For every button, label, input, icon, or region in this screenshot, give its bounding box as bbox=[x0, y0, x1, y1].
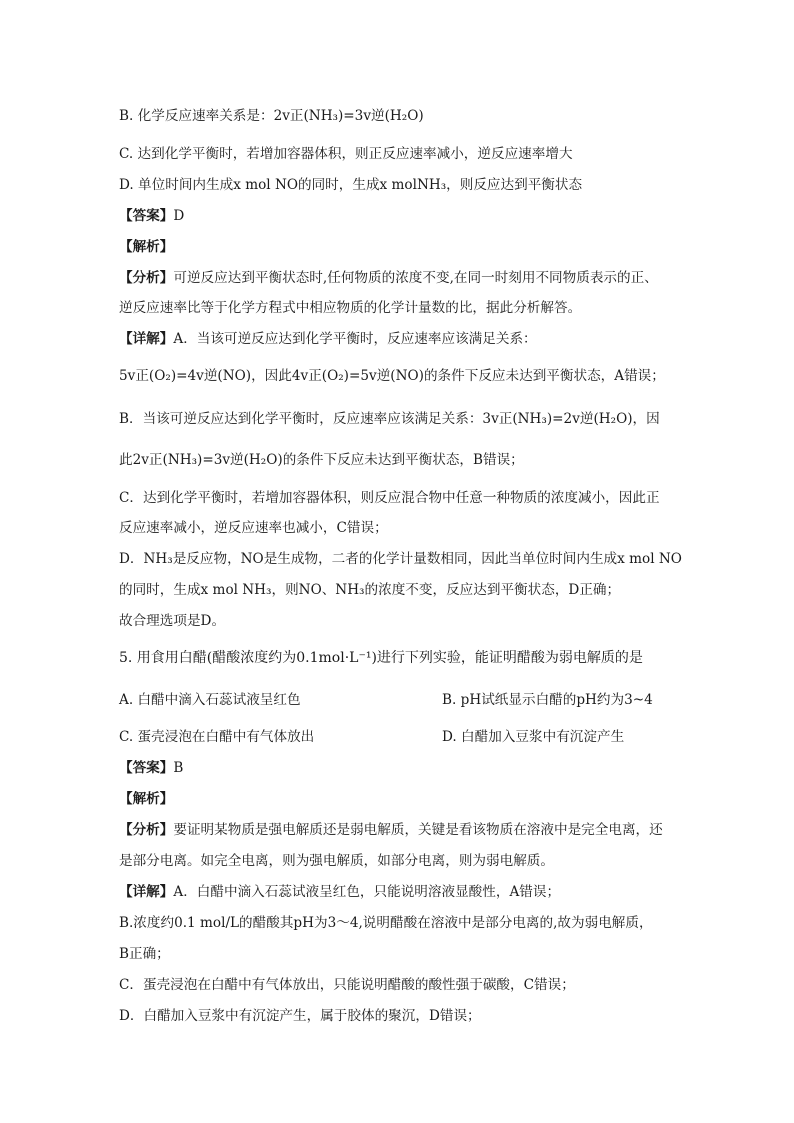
q5-xiangjie-b1: B.浓度约0.1 mol/L的醋酸其pH为3～4,说明醋酸在溶液中是部分电离的,故为弱电解质， bbox=[119, 915, 653, 931]
fenxi-text: 要证明某物质是强电解质还是弱电解质，关键是看该物质在溶液中是完全电离，还 bbox=[173, 822, 663, 838]
q5-option-a: A. 白醋中滴入石蕊试液呈红色 bbox=[119, 692, 301, 708]
q5-xiangjie-c: C．蛋壳浸泡在白醋中有气体放出，只能说明醋酸的酸性强于碳酸，C错误； bbox=[119, 977, 575, 993]
q4-xiangjie-a2: 5v正(O₂)=4v逆(NO)，因此4v正(O₂)=5v逆(NO)的条件下反应未达到平衡状态，A错误； bbox=[119, 368, 665, 384]
q4-xiangjie-c1: C．达到化学平衡时，若增加容器体积，则反应混合物中任意一种物质的浓度减小，因此正 bbox=[119, 490, 660, 506]
q5-fenxi-line1 bbox=[119, 820, 663, 840]
xiangjie-text: A．白醋中滴入石蕊试液呈红色，只能说明溶液显酸性，A错误； bbox=[173, 884, 561, 900]
q5-option-d: D. 白醋加入豆浆中有沉淀产生 bbox=[442, 729, 625, 745]
q5-xiangjie-a bbox=[119, 882, 560, 902]
q4-option-b: B. 化学反应速率关系是：2v正(NH₃)=3v逆(H₂O) bbox=[119, 108, 424, 124]
q5-stem: 5. 用食用白醋(醋酸浓度约为0.1mol·L⁻¹)进行下列实验，能证明醋酸为弱电解质的是 bbox=[119, 650, 643, 666]
q4-xiangjie-d1: D．NH₃是反应物，NO是生成物，二者的化学计量数相同，因此当单位时间内生成x mol NO bbox=[119, 551, 682, 567]
q4-xiangjie-d2: 的同时，生成x mol NH₃，则NO、NH₃的浓度不变，反应达到平衡状态，D正确； bbox=[119, 582, 621, 598]
q4-xiangjie-b1: B．当该可逆反应达到化学平衡时，反应速率应该满足关系：3v正(NH₃)=2v逆(H₂O)，因 bbox=[119, 411, 660, 427]
fenxi-tag: 【分析】 bbox=[119, 270, 174, 286]
q5-option-c: C. 蛋壳浸泡在白醋中有气体放出 bbox=[119, 729, 315, 745]
q5-xiangjie-d: D．白醋加入豆浆中有沉淀产生，属于胶体的聚沉，D错误； bbox=[119, 1008, 481, 1024]
q5-analysis-tag: 【解析】 bbox=[119, 791, 174, 807]
q5-answer bbox=[119, 758, 183, 778]
q4-fenxi-line1 bbox=[119, 268, 658, 288]
q5-fenxi-line2: 是部分电离。如完全电离，则为强电解质，如部分电离，则为弱电解质。 bbox=[119, 853, 554, 869]
fenxi-tag: 【分析】 bbox=[119, 822, 174, 838]
xiangjie-tag: 【详解】 bbox=[119, 331, 174, 347]
answer-tag: 【答案】 bbox=[119, 760, 174, 776]
answer-value: D bbox=[173, 208, 185, 224]
q4-fenxi-line2: 逆反应速率比等于化学方程式中相应物质的化学计量数的比，据此分析解答。 bbox=[119, 300, 582, 316]
q5-option-b: B. pH试纸显示白醋的pH约为3~4 bbox=[442, 692, 653, 708]
q4-answer bbox=[119, 206, 184, 226]
q4-option-d: D. 单位时间内生成x mol NO的同时，生成x molNH₃，则反应达到平衡状态 bbox=[119, 177, 583, 193]
q4-option-c: C. 达到化学平衡时，若增加容器体积，则正反应速率减小，逆反应速率增大 bbox=[119, 146, 573, 162]
answer-tag: 【答案】 bbox=[119, 208, 174, 224]
xiangjie-tag: 【详解】 bbox=[119, 884, 174, 900]
q4-xiangjie-a1 bbox=[119, 329, 537, 349]
q5-xiangjie-b2: B正确； bbox=[119, 946, 170, 962]
fenxi-text: 可逆反应达到平衡状态时,任何物质的浓度不变,在同一时刻用不同物质表示的正、 bbox=[173, 270, 658, 286]
q4-conclusion: 故合理选项是D。 bbox=[119, 613, 226, 629]
answer-value: B bbox=[173, 760, 184, 776]
xiangjie-text: A．当该可逆反应达到化学平衡时，反应速率应该满足关系： bbox=[173, 331, 537, 347]
q4-xiangjie-b2: 此2v正(NH₃)=3v逆(H₂O)的条件下反应未达到平衡状态，B错误； bbox=[119, 452, 524, 468]
q4-analysis-tag: 【解析】 bbox=[119, 239, 174, 255]
q4-xiangjie-c2: 反应速率减小，逆反应速率也减小，C错误； bbox=[119, 520, 388, 536]
